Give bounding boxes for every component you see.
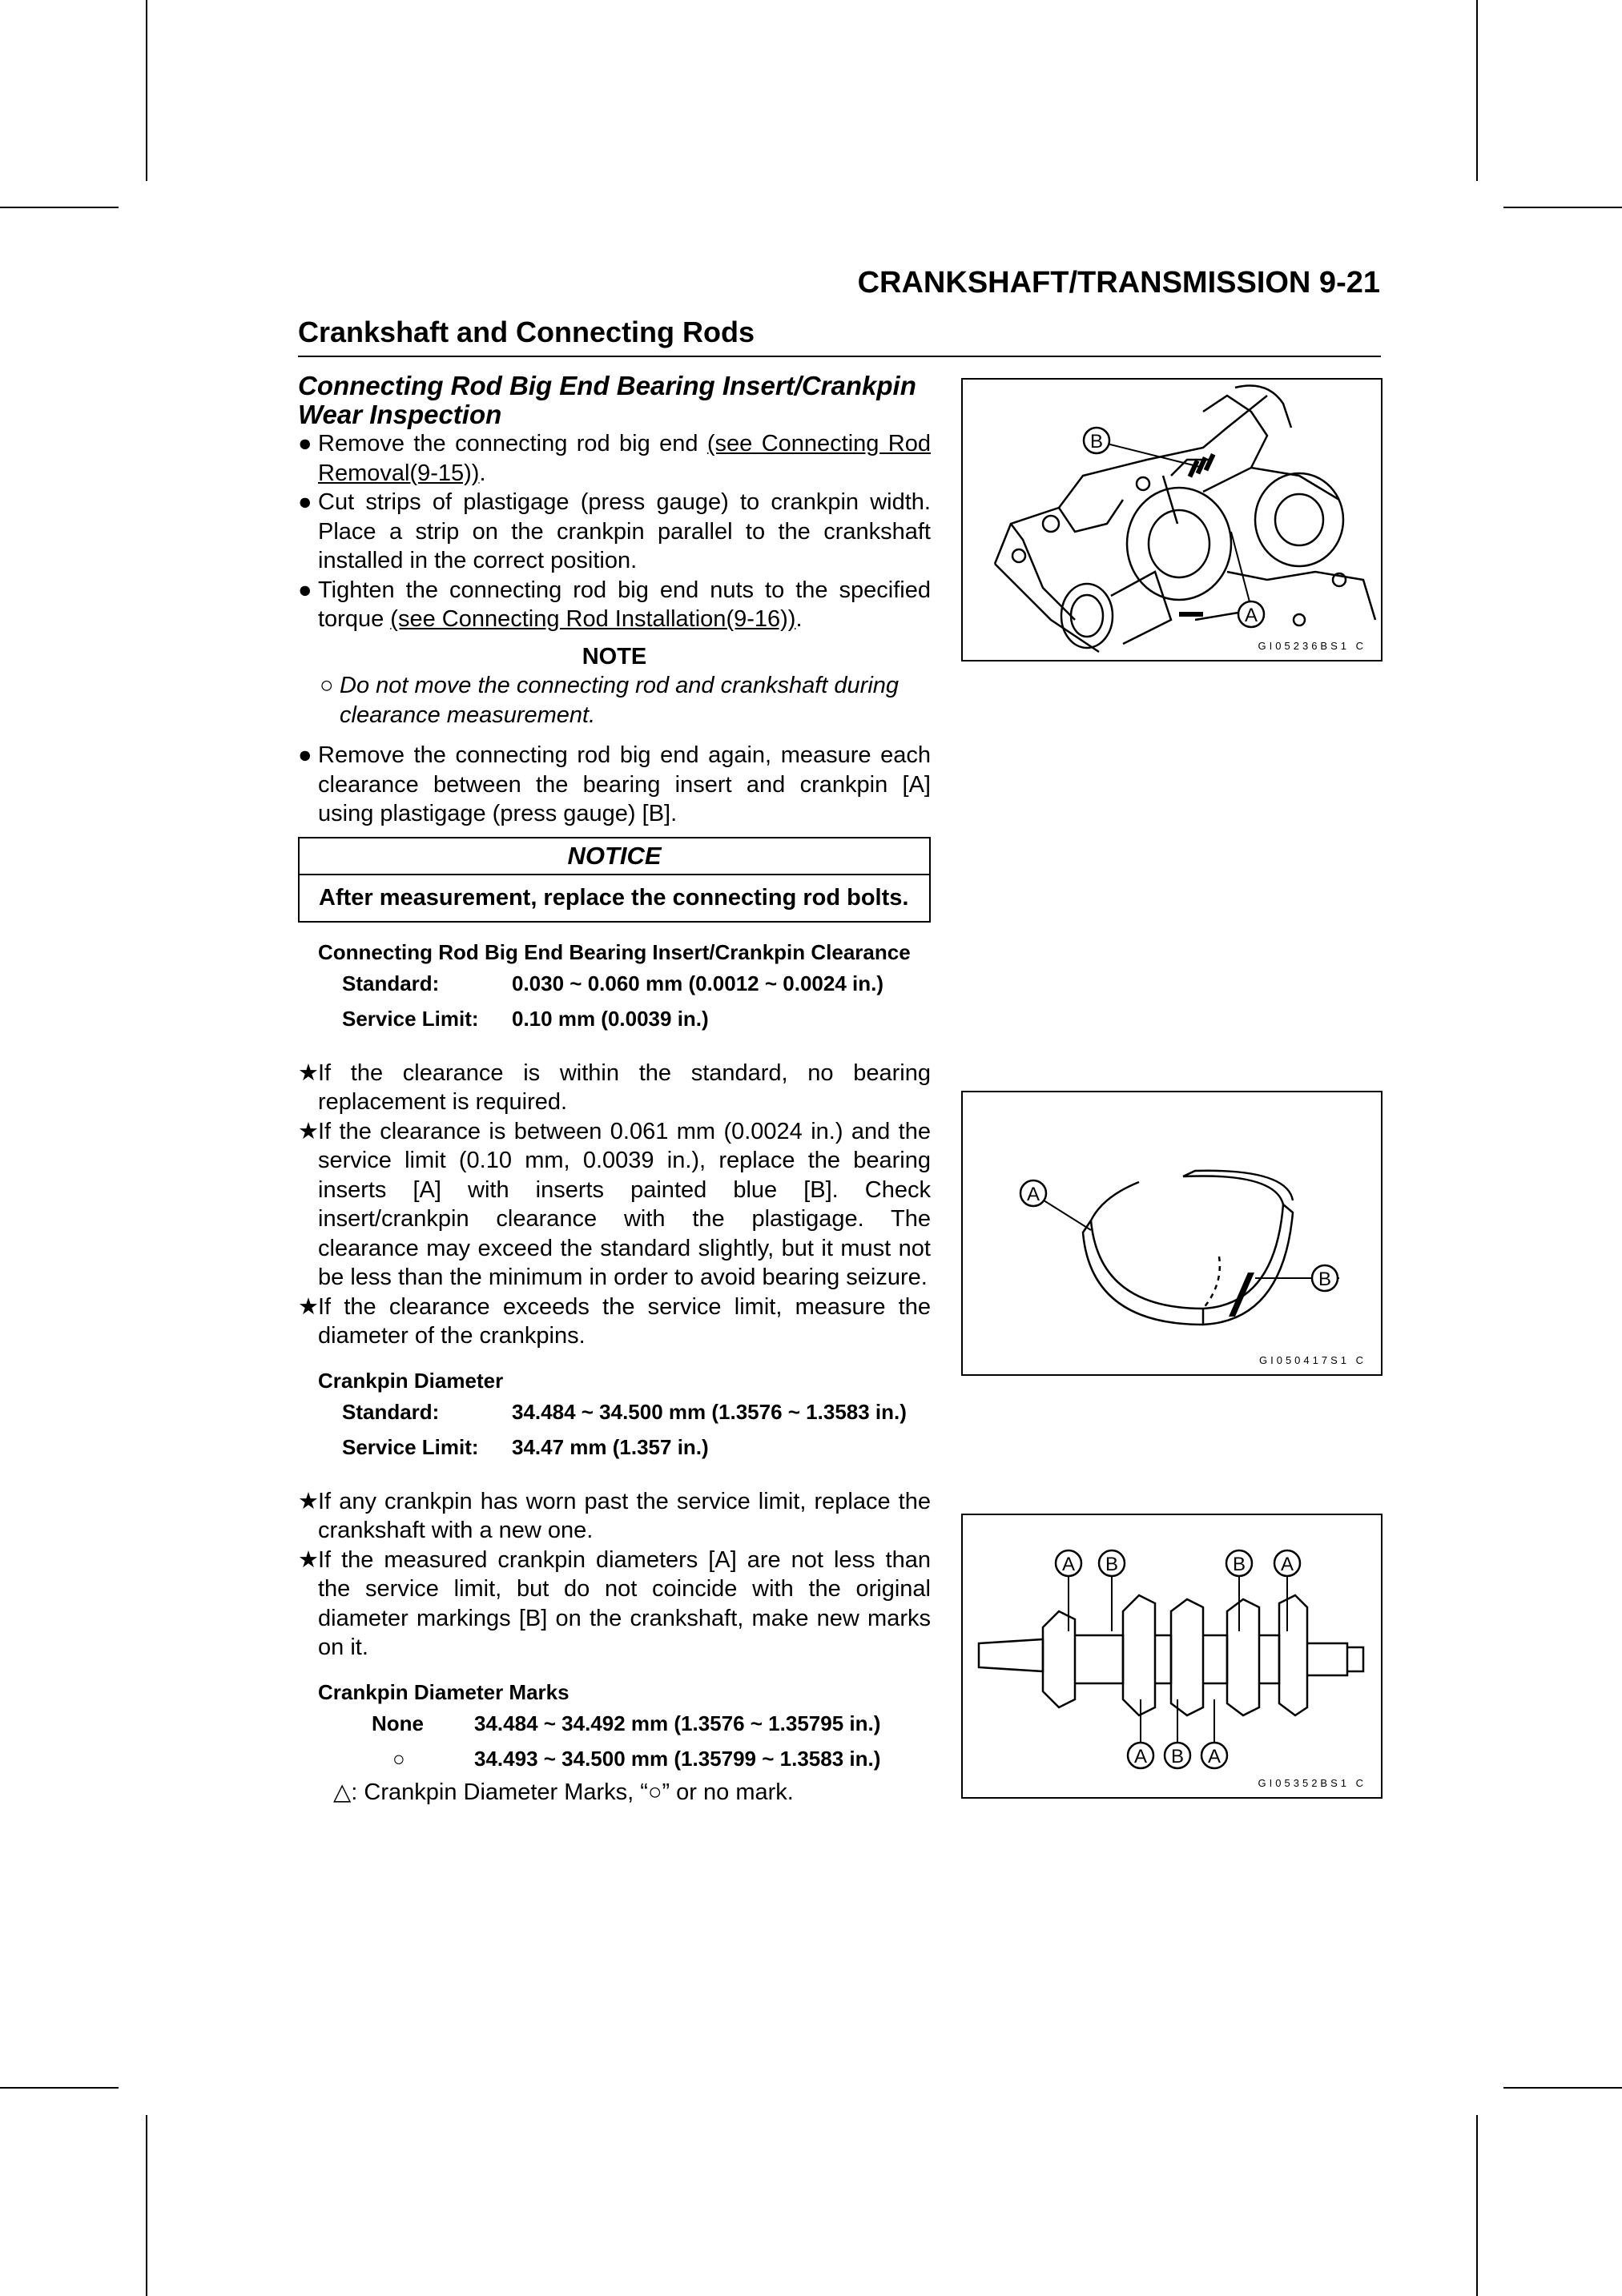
condition-item: ★ If the clearance is within the standard, no bearing replacement is required. — [298, 1060, 931, 1115]
notice-text: After measurement, replace the connecting rod bolts. — [319, 885, 909, 911]
callout-b: B — [1318, 1269, 1332, 1290]
mark-row-none: None 34.484 ~ 34.492 mm (1.3576 ~ 1.35795 in.) — [372, 1711, 881, 1735]
star-marker: ★ — [298, 1118, 319, 1144]
condition-item: ★ If the measured crankpin diameters [A] are not less than the service limit, but do not coincide with the original diameter markings [B] on the crankshaft, make new marks on it. — [298, 1546, 931, 1660]
callout-a: A — [1244, 605, 1258, 626]
figure-plastigage-measurement — [961, 378, 1383, 661]
condition-item: ★ If the clearance is between 0.061 mm (0.0024 in.) and the service limit (0.10 mm, 0.0039 in.), replace the bearing inserts [A] with inserts painted blue [B]. Check insert/crankpin clearance with the plastigage. The clearance may exceed the standard slightly, but it must not be less than the minimum in order to avoid bearing seizure. — [298, 1118, 931, 1290]
page-header-title: CRANKSHAFT/TRANSMISSION 9-21 — [857, 266, 1380, 300]
figure-code: GI05236BS1 C — [1258, 640, 1366, 652]
figure-bearing-insert — [961, 1091, 1383, 1376]
condition-item: ★ If the clearance exceeds the service limit, measure the diameter of the crankpins. — [298, 1293, 931, 1349]
callout-a: A — [1280, 1554, 1294, 1575]
notice-heading: NOTICE — [300, 838, 929, 876]
crankcase-illustration — [963, 380, 1381, 660]
star-marker: ★ — [298, 1488, 319, 1514]
star-marker: ★ — [298, 1060, 319, 1086]
crop-mark — [1476, 0, 1478, 181]
callout-a: A — [1207, 1746, 1222, 1767]
marks-footnote: △: Crankpin Diameter Marks, “○” or no mark. — [333, 1779, 794, 1805]
notice-box — [298, 837, 931, 923]
crop-mark — [1476, 2115, 1478, 2296]
spec-row-standard: Standard: 34.484 ~ 34.500 mm (1.3576 ~ 1.3583 in.) — [342, 1399, 907, 1424]
spec-title: Crankpin Diameter — [318, 1368, 504, 1393]
circle-marker: ○ — [320, 673, 334, 698]
spec-row-limit: Service Limit: 34.47 mm (1.357 in.) — [342, 1434, 709, 1459]
crop-mark — [0, 207, 119, 208]
bullet-marker: ● — [298, 577, 312, 603]
crop-mark — [146, 0, 147, 181]
callout-a: A — [1026, 1184, 1040, 1205]
condition-item: ★ If any crankpin has worn past the service limit, replace the crankshaft with a new one. — [298, 1488, 931, 1543]
callout-b: B — [1105, 1554, 1119, 1575]
cross-reference-link[interactable]: (see Connecting Rod Removal(9-15)) — [318, 431, 931, 486]
star-marker: ★ — [298, 1546, 319, 1573]
note-text: ○ Do not move the connecting rod and crankshaft during clearance measurement. — [320, 673, 900, 728]
mark-row-circle: ○ 34.493 ~ 34.500 mm (1.35799 ~ 1.3583 in.) — [392, 1746, 881, 1771]
star-marker: ★ — [298, 1293, 319, 1320]
cross-reference-link[interactable]: (see Connecting Rod Installation(9-16)) — [390, 606, 796, 632]
crop-mark — [1503, 207, 1622, 208]
header-rule — [298, 356, 1381, 357]
figure-crankshaft-marks — [961, 1514, 1383, 1799]
callout-b: B — [1232, 1554, 1246, 1575]
bearing-insert-illustration — [963, 1092, 1381, 1374]
procedure-step: ● Remove the connecting rod big end (see Connecting Rod Removal(9-15)). — [298, 431, 931, 486]
subheading: Connecting Rod Big End Bearing Insert/Crankpin Wear Inspection — [298, 371, 916, 429]
note-heading: NOTE — [582, 643, 647, 669]
callout-b: B — [1170, 1746, 1185, 1767]
figure-code: GI050417S1 C — [1258, 1354, 1366, 1366]
crankshaft-illustration — [963, 1515, 1381, 1797]
callout-b: B — [1089, 431, 1104, 452]
spec-row-limit: Service Limit: 0.10 mm (0.0039 in.) — [342, 1006, 709, 1031]
bullet-marker: ● — [298, 489, 312, 515]
spec-row-standard: Standard: 0.030 ~ 0.060 mm (0.0012 ~ 0.0024 in.) — [342, 971, 883, 995]
bullet-marker: ● — [298, 742, 312, 768]
procedure-step: ● Tighten the connecting rod big end nuts to the specified torque (see Connecting Rod Installation(9-16)). — [298, 577, 931, 632]
crop-mark — [1503, 2087, 1622, 2089]
section-title: Crankshaft and Connecting Rods — [298, 316, 755, 348]
bullet-marker: ● — [298, 431, 312, 456]
figure-code: GI05352BS1 C — [1258, 1777, 1366, 1789]
crop-mark — [0, 2087, 119, 2089]
crop-mark — [146, 2115, 147, 2296]
callout-a: A — [1061, 1554, 1076, 1575]
callout-a: A — [1133, 1746, 1148, 1767]
spec-title: Crankpin Diameter Marks — [318, 1679, 570, 1704]
main-text-column — [298, 372, 931, 1807]
procedure-step: ● Cut strips of plastigage (press gauge) to crankpin width. Place a strip on the crankpin parallel to the crankshaft installed in the correct position. — [298, 489, 931, 573]
procedure-step: ● Remove the connecting rod big end again, measure each clearance between the bearing insert and crankpin [A] using plastigage (press gauge) [B]. — [298, 742, 931, 826]
spec-title: Connecting Rod Big End Bearing Insert/Crankpin Clearance — [318, 939, 911, 964]
